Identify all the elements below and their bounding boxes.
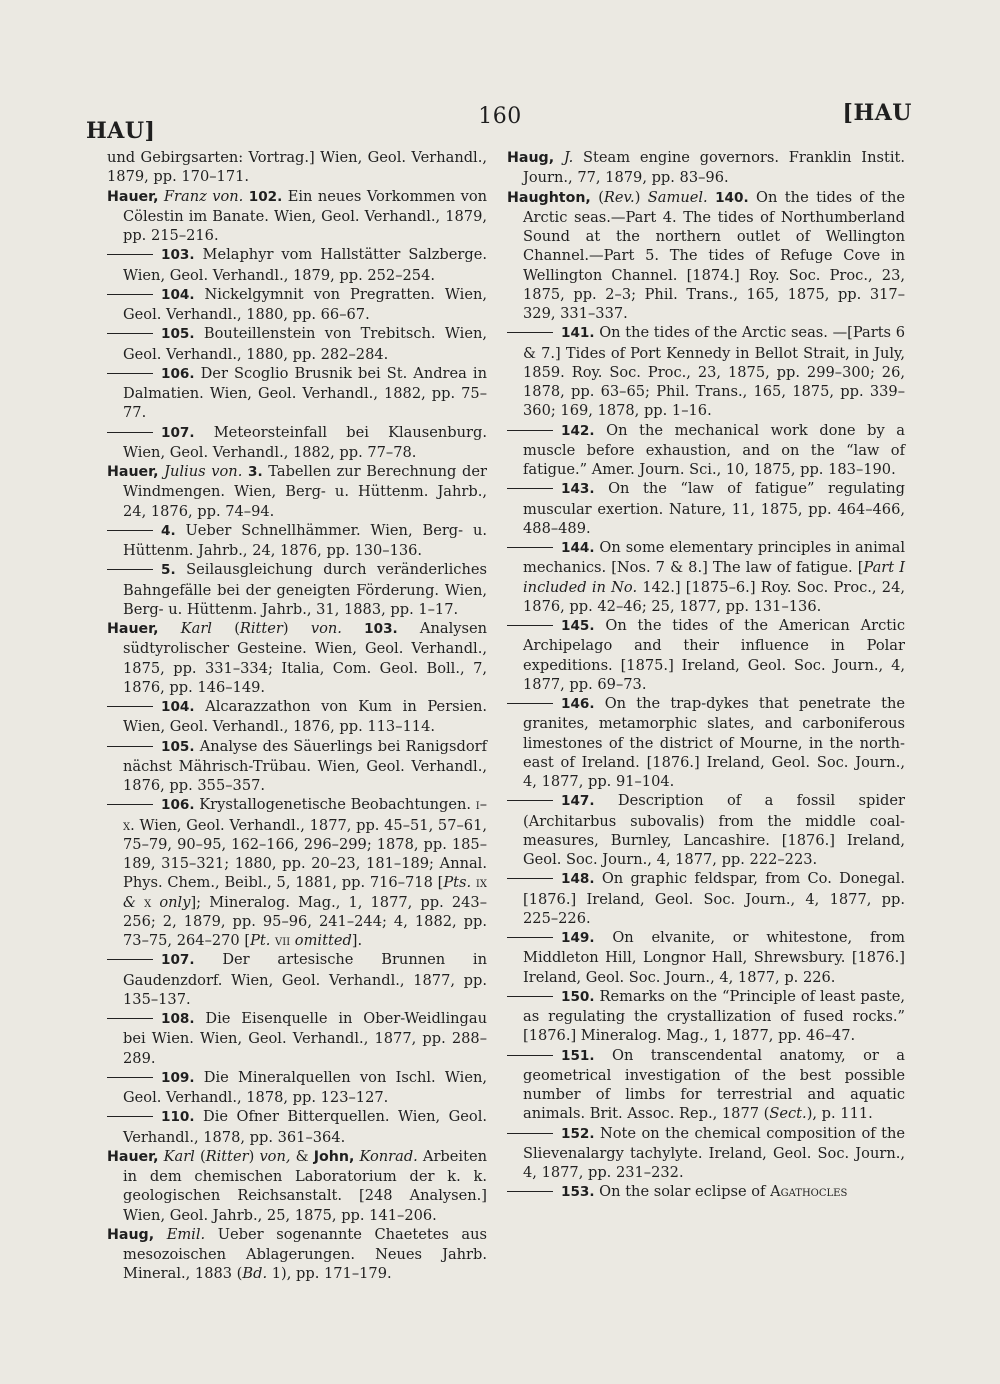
ditto-dash [107,1116,153,1117]
ditto-dash [107,254,153,255]
continued-entry: und Gebirgsarten: Vortrag.] Wien, Geol. Verhandl., 1879, pp. 170–171. [107,149,487,186]
ditto-dash [507,996,553,997]
ditto-dash [107,1018,153,1019]
left-column [107,148,487,1284]
author-entry: Hauer, Karl (Ritter) von. 103. Analysen südtyrolischer Gesteine. Wien, Geol. Verhandl., 1875, pp. 331–334; Italia, Com. Geol. Boll., 7, 1876, pp. 146–149. [107,620,488,696]
page-number: 160 [478,104,522,129]
author-entry: Hauer, Julius von. 3. Tabellen zur Berechnung der Windmengen. Wien, Berg- u. Hüttenm. Jahrb., 24, 1876, pp. 74–94. [107,463,487,520]
sub-entry: 110. Die Ofner Bitterquellen. Wien, Geol. Verhandl., 1878, pp. 361–364. [107,1107,487,1147]
ditto-dash [107,746,153,747]
sub-entry: 142. On the mechanical work done by a muscle before exhaustion, and on the “law of fatigue.” Amer. Journ. Sci., 10, 1875, pp. 183–190. [507,421,905,480]
ditto-dash [107,1077,153,1078]
ditto-dash [507,547,553,548]
author-entry: Haughton, (Rev.) Samuel. 140. On the tides of the Arctic seas.—Part 4. The tides of Northumberland Sound at the northern outlet of Wellington Channel.—Part 5. The tides of Refuge Cove in Wellington Channel. [1874.] Roy. Soc. Proc., 23, 1875, pp. 2–3; Phil. Trans., 165, 1875, pp. 317–329, 331–337. [507,188,905,322]
running-header-right: [HAU [842,100,912,126]
ditto-dash [107,569,153,570]
sub-entry: 5. Seilausgleichung durch veränderliches Bahngefälle bei der geneigten Förderung. Wien, Berg- u. Hüttenm. Jahrb., 31, 1883, pp. 1–17. [107,560,487,619]
author-entry: Hauer, Karl (Ritter) von, & John, Konrad. Arbeiten in dem chemischen Laboratorium der k. k. geologischen Reichsanstalt. [248 Analysen.] Wien, Geol. Jahrb., 25, 1875, pp. 141–206. [107,1147,487,1224]
sub-entry: 104. Nickelgymnit von Pregratten. Wien, Geol. Verhandl., 1880, pp. 66–67. [107,285,487,325]
ditto-dash [507,1055,553,1056]
author-entry: Hauer, Franz von. 102. Ein neues Vorkommen von Cölestin im Banate. Wien, Geol. Verhandl., 1879, pp. 215–216. [107,187,488,244]
ditto-dash [107,373,153,374]
sub-entry: 141. On the tides of the Arctic seas. —[Parts 6 & 7.] Tides of Port Kennedy in Bellot Strait, in July, 1859. Roy. Soc. Proc., 23, 1875, pp. 299–300; 26, 1878, pp. 63–65; Phil. Trans., 165, 1875, pp. 339–360; 169, 1878, pp. 1–16. [507,323,905,420]
sub-entry: 103. Melaphyr vom Hallstätter Salzberge. Wien, Geol. Verhandl., 1879, pp. 252–254. [107,245,487,285]
sub-entry: 106. Der Scoglio Brusnik bei St. Andrea in Dalmatien. Wien, Geol. Verhandl., 1882, pp. 75–77. [107,364,487,423]
ditto-dash [507,625,553,626]
ditto-dash [107,294,153,295]
ditto-dash [507,1133,553,1134]
ditto-dash [507,332,553,333]
sub-entry: 107. Der artesische Brunnen in Gaudenzdorf. Wien, Geol. Verhandl., 1877, pp. 135–137. [107,950,487,1009]
ditto-dash [507,1191,553,1192]
sub-entry: 107. Meteorsteinfall bei Klausenburg. Wien, Geol. Verhandl., 1882, pp. 77–78. [107,423,487,463]
sub-entry: 105. Analyse des Säuerlings bei Ranigsdorf nächst Mährisch-Trübau. Wien, Geol. Verhandl., 1876, pp. 355–357. [107,737,487,796]
right-column [507,148,905,1203]
sub-entry: 147. Description of a fossil spider (Architarbus subovalis) from the middle coal-measures, Burnley, Lancashire. [1876.] Ireland, Geol. Soc. Journ., 4, 1877, pp. 222–223. [507,791,905,869]
running-header-left: HAU] [86,118,156,144]
ditto-dash [107,333,153,334]
sub-entry: 144. On some elementary principles in animal mechanics. [Nos. 7 & 8.] The law of fatigue. [Part I included in No. 142.] [1875–6.] Roy. Soc. Proc., 24, 1876, pp. 42–46; 25, 1877, pp. 131–136. [507,538,905,616]
sub-entry: 146. On the trap-dykes that penetrate the granites, metamorphic slates, and carboniferous limestones of the district of Mourne, in the north-east of Ireland. [1876.] Ireland, Geol. Soc. Journ., 4, 1877, pp. 91–104. [507,694,905,791]
ditto-dash [107,530,153,531]
sub-entry: 153. On the solar eclipse of Agathocles [507,1182,905,1202]
sub-entry: 106. Krystallogenetische Beobachtungen. i–x. Wien, Geol. Verhandl., 1877, pp. 45–51, 57–61, 75–79, 90–95, 162–166, 296–299; 1878, pp. 185–189, 315–321; 1880, pp. 20–23, 181–189; Annal. Phys. Chem., Beibl., 5, 1881, pp. 716–718 [Pts. ix & x only]; Mineralog. Mag., 1, 1877, pp. 243–256; 2, 1879, pp. 95–96, 241–244; 4, 1882, pp. 73–75, 264–270 [Pt. vii omitted]. [107,795,487,950]
sub-entry: 150. Remarks on the “Principle of least paste, as regulating the crystallization of fused rocks.” [1876.] Mineralog. Mag., 1, 1877, pp. 46–47. [507,987,905,1046]
ditto-dash [507,937,553,938]
sub-entry: 108. Die Eisenquelle in Ober-Weidlingau bei Wien. Wien, Geol. Verhandl., 1877, pp. 288–289. [107,1009,487,1068]
ditto-dash [507,703,553,704]
ditto-dash [107,959,153,960]
sub-entry: 109. Die Mineralquellen von Ischl. Wien, Geol. Verhandl., 1878, pp. 123–127. [107,1068,487,1108]
author-entry: Haug, J. Steam engine governors. Franklin Instit. Journ., 77, 1879, pp. 83–96. [507,149,905,187]
ditto-dash [107,706,153,707]
ditto-dash [507,488,553,489]
sub-entry: 145. On the tides of the American Arctic Archipelago and their influence in Polar expeditions. [1875.] Ireland, Geol. Soc. Journ., 4, 1877, pp. 69–73. [507,616,905,694]
sub-entry: 151. On transcendental anatomy, or a geometrical investigation of the best possible number of limbs for terrestrial and aquatic animals. Brit. Assoc. Rep., 1877 (Sect.), p. 111. [507,1046,905,1124]
ditto-dash [107,804,153,805]
sub-entry: 4. Ueber Schnellhämmer. Wien, Berg- u. Hüttenm. Jahrb., 24, 1876, pp. 130–136. [107,521,487,561]
sub-entry: 143. On the “law of fatigue” regulating muscular exertion. Nature, 11, 1875, pp. 464–466, 488–489. [507,479,905,538]
sub-entry: 105. Bouteillenstein von Trebitsch. Wien, Geol. Verhandl., 1880, pp. 282–284. [107,324,487,364]
sub-entry: 152. Note on the chemical composition of the Slievenalargy tachylyte. Ireland, Geol. Soc. Journ., 4, 1877, pp. 231–232. [507,1124,905,1183]
sub-entry: 104. Alcarazzathon von Kum in Persien. Wien, Geol. Verhandl., 1876, pp. 113–114. [107,697,487,737]
ditto-dash [107,432,153,433]
ditto-dash [507,878,553,879]
author-entry: Haug, Emil. Ueber sogenannte Chaetetes aus mesozoischen Ablagerungen. Neues Jahrb. Mineral., 1883 (Bd. 1), pp. 171–179. [107,1225,488,1283]
ditto-dash [507,430,553,431]
ditto-dash [507,800,553,801]
sub-entry: 148. On graphic feldspar, from Co. Donegal. [1876.] Ireland, Geol. Soc. Journ., 4, 1877, pp. 225–226. [507,869,905,928]
sub-entry: 149. On elvanite, or whitestone, from Middleton Hill, Longnor Hall, Shrewsbury. [1876.] Ireland, Geol. Soc. Journ., 4, 1877, p. 226. [507,928,905,987]
